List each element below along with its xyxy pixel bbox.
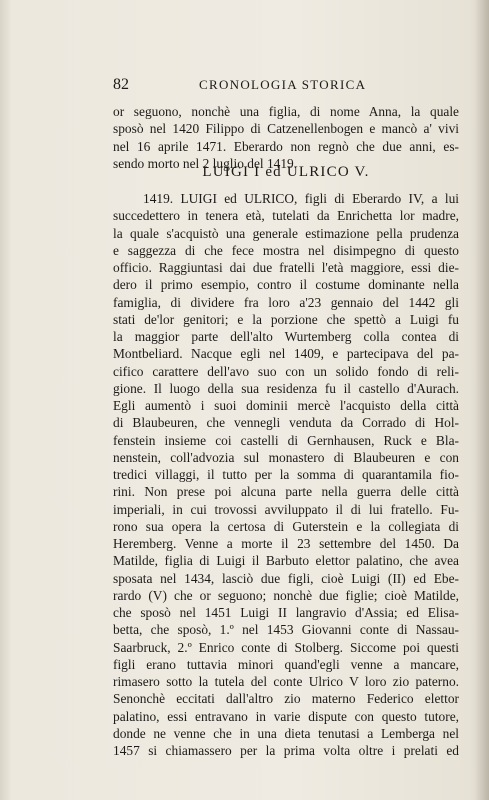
text-line: Egli aumentò i suoi dominii mercè l'acquisto della città <box>113 398 459 413</box>
text-line: che sposò nel 1451 Luigi II langravio d'Assia; ed Elisa- <box>113 605 459 620</box>
text-line: rardo (V) che or seguono; nonchè due figlie; cioè Matilde, <box>113 587 459 603</box>
text-line: sendo morto nel 2 luglio del 1419. <box>113 155 298 171</box>
text-line: dero il primo esempio, contro il costume dominante nella <box>113 277 459 293</box>
page-header <box>113 76 458 96</box>
text-line: palatino, essi entravano in varie dispute con questo tutore, <box>113 708 459 724</box>
text-line: Montbeliard. Nacque egli nel 1409, e partecipava del pa- <box>113 346 459 362</box>
text-line: di Blaubeuren, che vennegli venduta da Corrado di Hol- <box>113 415 459 431</box>
text-line: 1419. LUIGI ed ULRICO, figli di Eberardo IV, a lui <box>143 191 459 206</box>
text-line: la maggior parte dell'alto Wurtemberg colla contea di <box>113 329 459 344</box>
text-line: rono sua opera la certosa di Guterstein e la collegiata di <box>113 518 459 534</box>
body-paragraph <box>113 190 459 759</box>
page-number: 82 <box>113 76 129 93</box>
text-line: rimasero sotto la tutela del conte Ulrico V loro zio paterno. <box>113 674 459 689</box>
text-line: succedettero in tenera età, tutelati da Enrichetta lor madre, <box>113 208 459 224</box>
text-line: tredici villaggi, il tutto per la somma di quarantamila fio- <box>113 467 459 482</box>
text-line: imperiali, in cui trovossi avviluppato il di lui fratello. Fu- <box>113 501 459 517</box>
section-title: LUIGI I ed ULRICO V. <box>202 164 370 180</box>
text-line: officio. Raggiuntasi dai due fratelli l'età maggiore, essi die- <box>113 260 459 275</box>
text-line: sposò nel 1420 Filippo di Catzenellenbogen e mancò a' vivi <box>113 121 459 137</box>
text-line: Senonchè eccitati dall'altro zio materno Federico elettor <box>113 691 459 707</box>
text-line: figli erano tuttavia minori quand'egli venne a mancare, <box>113 656 459 672</box>
text-line: cifico carattere dell'avo suo con un solido fondo di reli- <box>113 363 459 379</box>
text-line: la quale s'acquistò una generale estimazione pella prudenza <box>113 225 459 241</box>
text-line: Heremberg. Venne a morte il 23 settembre del 1450. Da <box>113 536 459 551</box>
text-line: Matilde, figlia di Luigi il Barbuto elettor palatino, che avea <box>113 553 459 569</box>
text-line: e saggezza di che fece mostra nel disimpegno di questo <box>113 242 459 258</box>
text-line: Saarbruck, 2.º Enrico conte di Stolberg. Siccome poi questi <box>113 639 459 655</box>
text-line: nenstein, coll'advozia sul monastero di Blaubeuren e con <box>113 449 459 465</box>
text-line: gione. Il luogo della sua residenza fu il castello d'Aurach. <box>113 380 459 396</box>
text-line: nel 16 aprile 1471. Eberardo non regnò che due anni, es- <box>113 138 459 154</box>
text-line: betta, che sposò, 1.º nel 1453 Giovanni conte di Nassau- <box>113 622 459 638</box>
text-line: 1457 si chiamassero per la prima volta oltre i prelati ed <box>113 743 459 758</box>
text-line: rini. Non prese poi alcuna parte nella guerra delle città <box>113 484 459 500</box>
text-line: donde ne venne che in una dieta tenutasi a Lemberga nel <box>113 725 459 741</box>
running-title: CRONOLOGIA STORICA <box>199 77 367 92</box>
text-line: famiglia, di dividere fra loro a'23 gennaio del 1442 gli <box>113 294 459 310</box>
text-line: fenstein insieme coi castelli di Gernhausen, Ruck e Bla- <box>113 432 459 448</box>
intro-paragraph <box>113 103 459 172</box>
page-edge-shadow <box>475 0 489 800</box>
text-line: stati de'lor genitori; e la porzione che spettò a Luigi fu <box>113 311 459 327</box>
text-line: sposata nel 1434, lasciò due figli, cioè Luigi (II) ed Ebe- <box>113 570 459 586</box>
text-line: or seguono, nonchè una figlia, di nome Anna, la quale <box>113 104 459 119</box>
